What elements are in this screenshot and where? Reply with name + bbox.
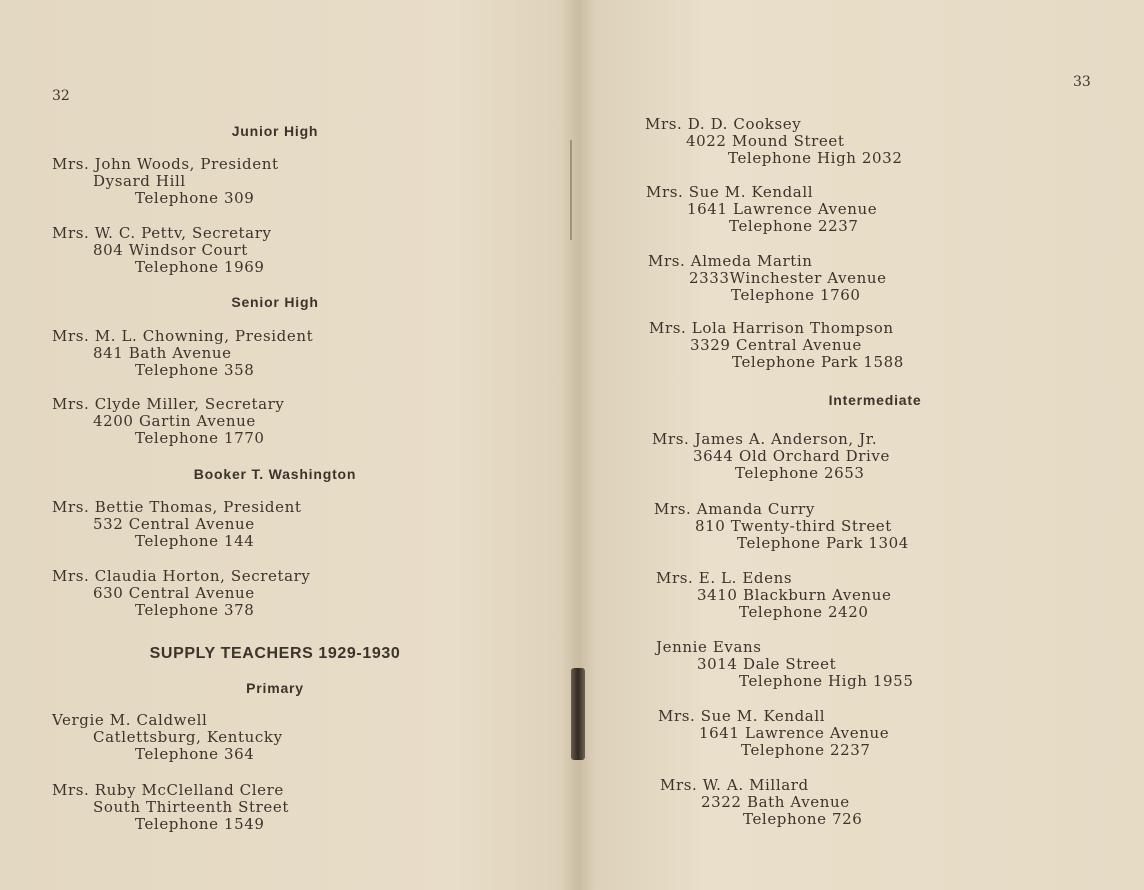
entry-address: 532 Central Avenue [93,515,255,533]
entry-telephone: Telephone 378 [135,601,255,619]
entry-name: Mrs. Ruby McClelland Clere [52,781,284,799]
entry-address: 1641 Lawrence Avenue [687,200,878,218]
section-heading: Booker T. Washington [193,466,357,482]
entry-address: 3410 Blackburn Avenue [697,586,892,604]
entry-telephone: Telephone 2237 [741,741,871,759]
entry-name: Mrs. James A. Anderson, Jr. [652,430,878,448]
entry-name: Mrs. Sue M. Kendall [658,707,826,725]
section-heading: Senior High [231,294,319,310]
directory-entry [52,225,272,276]
page-number: 33 [1073,74,1091,90]
directory-entry [52,568,311,619]
entry-name: Mrs. Sue M. Kendall [646,183,814,201]
entry-telephone: Telephone 1969 [135,258,265,276]
directory-entry [52,328,313,379]
entry-telephone: Telephone 726 [743,810,863,828]
entry-address: 810 Twenty-third Street [695,517,892,535]
entry-name: Mrs. E. L. Edens [656,569,793,587]
entry-address: Catlettsburg, Kentucky [93,728,283,746]
directory-entry [649,320,904,371]
entry-telephone: Telephone 1549 [135,815,265,833]
section-heading: Primary [246,680,304,696]
directory-entry [52,156,279,207]
entry-telephone: Telephone High 2032 [728,149,903,167]
entry-address: 3644 Old Orchard Drive [693,447,890,465]
entry-address: 1641 Lawrence Avenue [699,724,890,742]
directory-entry [52,782,289,833]
section-title: SUPPLY TEACHERS 1929-1930 [149,645,401,662]
entry-telephone: Telephone 309 [135,189,255,207]
entry-telephone: Telephone Park 1304 [737,534,909,552]
directory-entry [648,253,887,304]
directory-entry [646,184,877,235]
entry-name: Mrs. Claudia Horton, Secretary [52,567,311,585]
entry-address: South Thirteenth Street [93,798,290,816]
directory-entry [658,708,889,759]
entry-name: Mrs. W. A. Millard [660,776,809,794]
entry-telephone: Telephone 2237 [729,217,859,235]
right-page [580,0,1144,890]
entry-address: 841 Bath Avenue [93,344,232,362]
entry-name: Mrs. Clyde Miller, Secretary [52,395,285,413]
entry-address: 2322 Bath Avenue [701,793,850,811]
entry-name: Mrs. M. L. Chowning, President [52,327,314,345]
entry-address: 2333Winchester Avenue [689,269,887,287]
directory-entry [52,499,301,550]
entry-name: Mrs. Bettie Thomas, President [52,498,302,516]
entry-address: 804 Windsor Court [93,241,248,259]
directory-entry [52,396,284,447]
entry-name: Mrs. D. D. Cooksey [645,115,802,133]
entry-name: Mrs. Almeda Martin [648,252,813,270]
directory-entry [645,116,902,167]
entry-name: Mrs. Lola Harrison Thompson [649,319,894,337]
directory-entry [656,639,913,690]
section-heading: Junior High [231,123,319,139]
entry-telephone: Telephone 2420 [739,603,869,621]
page-number: 32 [52,88,70,104]
entry-name: Mrs. W. C. Pettv, Secretary [52,224,272,242]
entry-telephone: Telephone Park 1588 [732,353,904,371]
entry-telephone: Telephone 1770 [135,429,265,447]
entry-name: Jennie Evans [656,638,762,656]
entry-telephone: Telephone 144 [135,532,255,550]
entry-telephone: Telephone 2653 [735,464,865,482]
entry-address: 3014 Dale Street [697,655,837,673]
entry-telephone: Telephone High 1955 [739,672,914,690]
directory-entry [660,777,862,828]
entry-address: 4022 Mound Street [686,132,845,150]
directory-entry [652,431,890,482]
entry-address: 3329 Central Avenue [690,336,862,354]
entry-telephone: Telephone 364 [135,745,255,763]
directory-entry [654,501,909,552]
entry-address: Dysard Hill [93,172,186,190]
entry-address: 4200 Gartin Avenue [93,412,256,430]
entry-name: Vergie M. Caldwell [52,711,208,729]
section-heading: Intermediate [828,392,922,408]
directory-entry [656,570,891,621]
entry-name: Mrs. Amanda Curry [654,500,815,518]
entry-telephone: Telephone 1760 [731,286,861,304]
entry-name: Mrs. John Woods, President [52,155,279,173]
entry-address: 630 Central Avenue [93,584,255,602]
directory-entry [52,712,283,763]
entry-telephone: Telephone 358 [135,361,255,379]
